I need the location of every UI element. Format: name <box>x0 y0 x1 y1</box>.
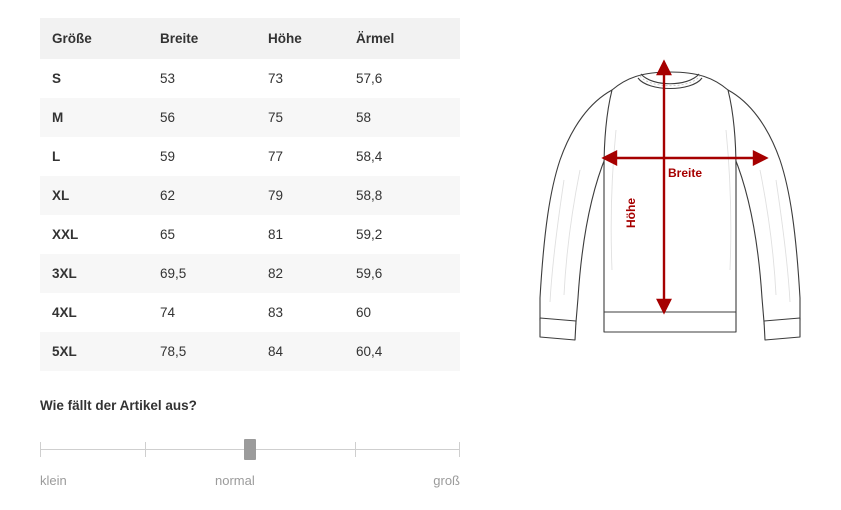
slider-tick <box>459 442 460 457</box>
slider-label-gross: groß <box>433 473 460 488</box>
size-table <box>40 18 460 371</box>
cell-size: 3XL <box>40 254 148 293</box>
cell-aermel: 59,6 <box>344 254 460 293</box>
table-row <box>40 254 460 293</box>
slider-handle[interactable] <box>244 439 256 460</box>
cell-breite: 65 <box>148 215 256 254</box>
column-header-hoehe: Höhe <box>256 18 344 59</box>
fit-slider[interactable] <box>40 439 460 461</box>
cell-aermel: 57,6 <box>344 59 460 98</box>
left-cuff-ribbing <box>540 318 576 340</box>
cell-breite: 53 <box>148 59 256 98</box>
cell-hoehe: 81 <box>256 215 344 254</box>
cell-size: S <box>40 59 148 98</box>
body-shape <box>604 72 736 312</box>
cell-hoehe: 83 <box>256 293 344 332</box>
slider-labels <box>40 473 460 493</box>
column-header-aermel: Ärmel <box>344 18 460 59</box>
cell-aermel: 60 <box>344 293 460 332</box>
cell-breite: 74 <box>148 293 256 332</box>
slider-tick <box>145 442 146 457</box>
cell-hoehe: 82 <box>256 254 344 293</box>
table-row <box>40 176 460 215</box>
cell-breite: 62 <box>148 176 256 215</box>
slider-tick <box>355 442 356 457</box>
sweatshirt-illustration <box>520 30 820 350</box>
column-header-groesse: Größe <box>40 18 148 59</box>
cell-hoehe: 77 <box>256 137 344 176</box>
cell-size: L <box>40 137 148 176</box>
fit-rating-block <box>40 398 460 493</box>
cell-breite: 78,5 <box>148 332 256 371</box>
table-row <box>40 215 460 254</box>
cell-aermel: 58,8 <box>344 176 460 215</box>
cell-size: M <box>40 98 148 137</box>
cell-hoehe: 73 <box>256 59 344 98</box>
cell-aermel: 58,4 <box>344 137 460 176</box>
slider-label-normal: normal <box>215 473 255 488</box>
cell-aermel: 60,4 <box>344 332 460 371</box>
fit-question-label: Wie fällt der Artikel aus? <box>40 398 197 413</box>
right-cuff-ribbing <box>764 318 800 340</box>
column-header-breite: Breite <box>148 18 256 59</box>
cell-aermel: 58 <box>344 98 460 137</box>
garment-measurement-diagram <box>520 30 820 350</box>
table-row <box>40 293 460 332</box>
cell-size: XL <box>40 176 148 215</box>
cell-breite: 59 <box>148 137 256 176</box>
cell-breite: 69,5 <box>148 254 256 293</box>
label-hoehe: Höhe <box>624 198 638 228</box>
table-row <box>40 59 460 98</box>
cell-hoehe: 84 <box>256 332 344 371</box>
hem-ribbing <box>604 312 736 332</box>
label-breite: Breite <box>668 166 703 180</box>
cell-hoehe: 79 <box>256 176 344 215</box>
cell-size: XXL <box>40 215 148 254</box>
table-row <box>40 137 460 176</box>
cell-size: 5XL <box>40 332 148 371</box>
cell-hoehe: 75 <box>256 98 344 137</box>
size-table-container <box>40 18 460 371</box>
table-row <box>40 98 460 137</box>
slider-tick <box>40 442 41 457</box>
cell-breite: 56 <box>148 98 256 137</box>
cell-size: 4XL <box>40 293 148 332</box>
table-row <box>40 332 460 371</box>
table-header-row <box>40 18 460 59</box>
slider-label-klein: klein <box>40 473 67 488</box>
cell-aermel: 59,2 <box>344 215 460 254</box>
